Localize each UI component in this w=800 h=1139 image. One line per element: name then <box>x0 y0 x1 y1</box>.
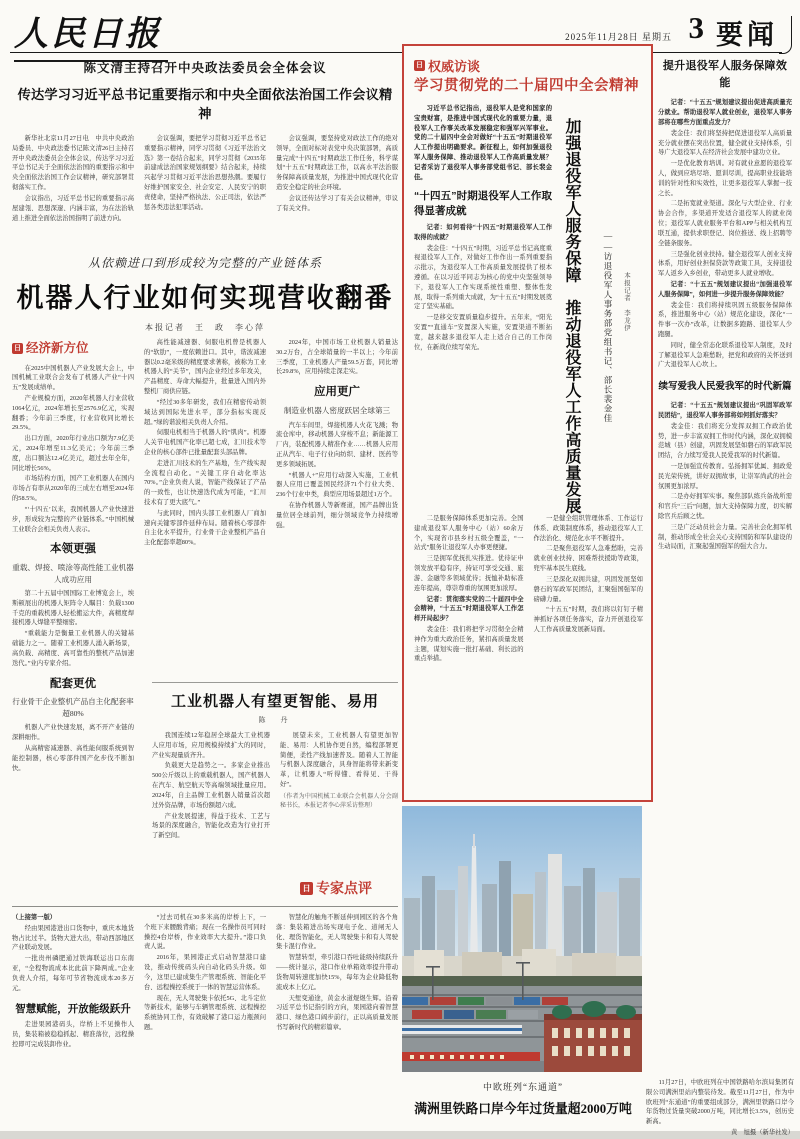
body-paragraph: 一是移交安置质量稳步提升。五年来，“阳光安置”“直通车”安置深入实施，安置渠道不断拓宽，越来越多退役军人走上适合自己的工作岗位，在新战位续写荣光。 <box>414 314 552 351</box>
body-paragraph: 二是拓宽就业渠道。深化与大型企业、行业协会合作，多渠道开发适合退役军人的就业岗位；退役军人就业服务平台和APP与相关机构互联互通，提供求职登记、岗位推送、线上招聘等全链条服务。 <box>658 200 792 247</box>
header-bracket <box>779 16 792 54</box>
pd-logo-icon: 日 <box>416 62 423 69</box>
commentary-headline: 工业机器人有望更智能、易用 <box>170 694 379 710</box>
body-paragraph: 我国连续12年稳居全球最大工业机器人应用市场，应用规模持续扩大的同时，产业实现量质齐升。 <box>152 732 270 759</box>
body-paragraph: 记者：“十五五”规划建议提出“巩固军政军民团结”，退役军人事务部将如何抓好落实？ <box>658 402 792 419</box>
body-paragraph: 经由果园港进出口货物中，重庆本地货物占比过半。货物大进大出，带动西部地区产业联动发展。 <box>12 924 134 952</box>
article-headline: 传达学习习近平总书记重要指示和中央全面依法治国工作会议精神 <box>17 87 393 121</box>
column-label-text: 经济新方位 <box>26 341 89 355</box>
interview-intro: 习近平总书记指出，退役军人是党和国家的宝贵财富，是推进中国式现代化的重要力量，退役军人工作事关改革发展稳定和强军兴军事业。党的二十届四中全会对做好“十五五”时期退役军人工作提出明确要求。新征程上，如何加强退役军人服务保障、推动退役军人工作高质量发展？记者采访了退役军人事务部党组书记、部长裴金佳。 <box>414 105 552 181</box>
body-paragraph: 裴金佳：我们将充分发挥双拥工作政治优势，进一步丰富双拥工作时代内涵，深化双拥模范城（县）创建，巩固发展坚如磐石的军政军民团结，合力续写爱我人民爱我军的时代新篇。 <box>658 422 792 460</box>
body-paragraph: 会议指出，习近平总书记的重要指示高屋建瓴、思想深邃、内涵丰富，为在法治轨道上推进全面依法治国指明了前进方向。 <box>12 194 134 222</box>
body-paragraph: 一是加强宣传教育。弘扬拥军优属、拥政爱民光荣传统，讲好双拥故事，让崇军尚武的社会氛围更加浓厚。 <box>658 462 792 490</box>
header-rule <box>10 52 782 53</box>
body-paragraph: “机器人+”应用行动深入实施，工业机器人应用已覆盖国民经济71个行业大类、236个行业中类，典型应用场景超过1万个。 <box>276 471 398 499</box>
caption-headline: 满洲里铁路口岸今年过货量超2000万吨 <box>414 1102 632 1116</box>
body-paragraph: 天堑变通途，黄金水道煜煜生辉。沿着习近平总书记指引的方向，果园港向着智慧港口、绿色港口阔步前行，正以高质量发展书写新时代的精彩篇章。 <box>276 994 398 1031</box>
body-paragraph: 会议强调，要坚持党对政法工作的绝对领导，全面对标对表党中央决策部署，高质量完成“十四五”时期政法工作任务，科学谋划“十五五”时期政法工作，以高水平法治服务保障高质量发展，为推进中国式现代化营造安全稳定的社会环境。 <box>276 135 398 192</box>
body-paragraph: 三是广泛动员社会力量。完善社会化拥军机制，推动形成全社会关心支持国防和军队建设的生动局面，汇聚起强国强军的强大合力。 <box>658 523 792 551</box>
body-paragraph: 在协作机器人等新赛道，国产品牌出货量位居全球前列，细分领域竞争力持续增强。 <box>276 502 398 529</box>
article-port-continued <box>12 906 398 1135</box>
body-paragraph: 裴金佳：我们将持续巩固五级服务保障体系，推进服务中心（站）规范化建设，深化“一件事一次办”改革，让数据多跑路、退役军人少跑腿。 <box>658 301 792 338</box>
body-paragraph: 裴金佳：我们将把学习贯彻全会精神作为重大政治任务，紧扣高质量发展主题，谋划实施一批打基础、利长远的重点举措。 <box>414 625 524 663</box>
body-paragraph: 产业发展提速，得益于技术、工艺与场景的深度融合，智能化改造为行业打开了新空间。 <box>152 812 270 840</box>
subsection-title: 智慧赋能，开放能级跃升 <box>15 1002 131 1015</box>
column-label-economy <box>12 339 134 359</box>
body-paragraph: “经过30多年研发，我们在精密传动领域达到国际先进水平，部分指标实现反超。”绿的谐波相关负责人介绍。 <box>144 398 266 426</box>
body-paragraph: 第二十五届中国国际工业博览会上，埃斯顿展出的机器人矩阵令人瞩目：负载1300千克的重载机器人轻松搬运大件，高精度焊接机器人焊缝平整细密。 <box>12 590 134 627</box>
interview-vertical-subtitle: ——访退役军人事务部党组书记、部长裴金佳 <box>603 230 613 423</box>
body-paragraph: 市场结构方面，国产工业机器人在国内市场占有率从2020年的三成左右增至2024年的58.5%。 <box>12 475 134 503</box>
subsection-subtitle: 重载、焊接、喷涂等高性能工业机器人成功应用 <box>12 563 134 584</box>
commentary-byline: 陈 丹 <box>258 716 292 724</box>
caption-text: 11月27日，中欧班列在中国铁路哈尔滨局集团有限公司满洲里站内整装待发。截至11月27日，作为中欧班列“东通道”的重要组成部分，满洲里铁路口岸今年货物过货量突破2000万吨，同比增长3.5%，创历史新高。 <box>646 1079 794 1126</box>
body-paragraph: “过去司机在30多米高的岸桥上下，一个班下来腰酸背痛；现在一名操作员可同时操控4台岸桥，作业效率大大提升。”港口负责人说。 <box>144 914 266 951</box>
subsection-title: 本领更强 <box>50 543 96 556</box>
body-paragraph: 一是健全组织管理体系、工作运行体系、政策制度体系，推动退役军人工作法治化、规范化水平不断提升。 <box>533 515 643 542</box>
body-paragraph: “‘十四五’以来，我国机器人产业快速进步，形成较为完整的产业链体系。”中国机械工业联合会相关负责人表示。 <box>12 505 134 533</box>
body-paragraph: 与此同时，国内头部工业机器人厂商加速向关键零部件延伸布局。随着核心零部件自主化水平提升，行业骨干企业整机产品自主化配套率超80%。 <box>144 509 266 547</box>
subsection-title: 配套更优 <box>50 677 96 690</box>
body-paragraph: 会议还传达学习了有关会议精神，审议了有关文件。 <box>276 194 398 212</box>
issue-date: 2025年11月28日 星期五 <box>565 32 672 42</box>
interview-theme: 学习贯彻党的二十届四中全会精神 <box>414 78 639 94</box>
body-paragraph: 一是优化教育培训。对有就业意愿的退役军人，做到应培尽培、愿训尽训，提高职业技能培训的针对性和实效性，让更多退役军人掌握一技之长。 <box>658 160 792 197</box>
subsection-subtitle: 行业骨干企业整机产品自主化配套率超80% <box>12 697 134 718</box>
article-kicker: 从依赖进口到形成较为完整的产业链体系 <box>87 256 322 270</box>
commentary-attribution: （作者为中国机械工业联合会机器人分会副秘书长，本报记者李心萍采访整理） <box>280 793 398 810</box>
body-paragraph: 三是强化创业扶持。健全退役军人创业支持体系，用好创业担保贷款等政策工具，支持退役军人返乡入乡创业，带动更多人就业增收。 <box>658 250 792 278</box>
body-paragraph: 高性能减速器、伺服电机曾是机器人的“软肋”，一度依赖进口。其中，谐波减速器以0.2毫米级的精度要求著称，被称为工业机器人的“关节”，国内企业经过多年攻关，产品精度、寿命大幅提升，批量进入国内外整机厂商供应链。 <box>144 339 266 396</box>
caption-kicker: 中欧班列“东通道” <box>483 1082 563 1092</box>
body-paragraph: 裴金佳：“十四五”时期，习近平总书记高度重视退役军人工作，对做好工作作出一系列重要指示批示，为退役军人工作高质量发展提供了根本遵循。在以习近平同志为核心的党中央坚强领导下，退役军人工作实现系统性重塑、整体性发展，取得一系列重大成就，为“十五五”时期发展奠定了坚实基础。 <box>414 244 552 311</box>
subsection-subtitle: 制造业机器人密度跃居全球第三 <box>283 406 391 416</box>
article-expert-commentary <box>152 682 398 882</box>
body-paragraph: 走进果园港码头，岸桥上不见操作人员，集装箱被稳稳抓起、精准落位，远程操控即可完成装卸作业。 <box>12 1020 134 1048</box>
body-paragraph: 智慧转型，牵引港口吞吐能级持续跃升——统计显示，港口作业单箱效率提升带动货物周转速度加快15%，每年为企业降低物流成本上亿元。 <box>276 954 398 991</box>
body-paragraph: 裴金佳：我们将坚持把促进退役军人高质量充分就业摆在突出位置，健全就业支持体系，引导广大退役军人在经济社会发展中建功立业。 <box>658 129 792 157</box>
body-paragraph: 二是服务保障体系更加完善。全国建成退役军人服务中心（站）60余万个，实现省市县乡村五级全覆盖，“一站式”服务让退役军人办事更便捷。 <box>414 515 524 552</box>
interview-feature-box <box>402 44 653 802</box>
paper-logo: 人民日报 <box>14 6 168 62</box>
subsection-title: 应用更广 <box>314 386 360 399</box>
authoritative-interview-label <box>414 56 480 75</box>
photo-cityscape <box>402 806 642 1072</box>
pd-logo-icon: 日 <box>300 882 313 895</box>
body-paragraph: 记者：“十五五”规划建议提出促进高质量充分就业。帮助退役军人就业创业，退役军人事务部将在哪些方面重点发力？ <box>658 99 792 126</box>
body-paragraph: 走进汇川技术的生产基地，生产线实现全流程自动化。“关键工序自动化率达70%。”企业负责人说，智能产线保证了产品的一致性，也让快速迭代成为可能，“汇川技术有了更大底气。” <box>144 459 266 506</box>
interview-vertical-byline: 本报记者 李龙伊 <box>623 272 630 332</box>
body-paragraph: 智慧化的触角不断延伸到园区的各个角落：集装箱进出场实现电子化、道闸无人化、理货智能化，无人驾驶集卡和有人驾驶集卡混行作业。 <box>276 914 398 951</box>
body-paragraph: 产业规模方面，2020年机器人行业营收1064亿元，2024年增长至2576.9亿元，实现翻番；今年前三季度，行业营收同比增长29.5%。 <box>12 394 134 432</box>
body-paragraph: 记者：如何看待“十四五”时期退役军人工作取得的成就？ <box>414 223 552 241</box>
interview-label-text: 权威访谈 <box>428 59 481 74</box>
subsection-title: “十四五”时期退役军人工作取得显著成就 <box>414 189 552 217</box>
body-paragraph: 会议强调，要把学习贯彻习近平总书记重要指示精神，同学习贯彻《习近平法治文选》第一卷结合起来，同学习贯彻《2035年前建成法治国家规划纲要》结合起来，持续兴起学习贯彻习近平法治思想热潮。要履行好维护国家安全、社会安定、人民安宁的职责使命，坚持严格执法、公正司法，依法严惩各类违法犯罪活动。 <box>144 135 266 211</box>
body-paragraph: 2024年，中国市场工业机器人销量达30.2万台，占全球销量的一半以上；今年前三季度，工业机器人产量59.5万套，同比增长29.8%，应用持续走深走实。 <box>276 339 398 376</box>
body-paragraph: 负载更大是趋势之一。多家企业推出500公斤级以上的重载机器人，国产机器人在汽车、航空航天等高端领域批量应用。2024年，自主品牌工业机器人销量首次超过外资品牌，市场份额超六成。 <box>152 762 270 809</box>
body-paragraph: 二是聚焦退役军人急难愁盼，完善就业创业扶持、困难帮扶援助等政策，兜牢基本民生底线。 <box>533 545 643 573</box>
subsection-title: 续写爱我人民爱我军的时代新篇 <box>658 381 792 393</box>
expert-comment-label <box>300 878 372 898</box>
body-paragraph: “十五五”时期，我们将以钉钉子精神抓好各项任务落实，奋力开创退役军人工作高质量发展新局面。 <box>533 606 643 633</box>
body-paragraph: 汽车车间里，焊接机器人火花飞溅；物流仓库中，移动机器人穿梭不息；新能源工厂内，装配机器人精准作业……机器人应用正从汽车、电子行业向纺织、建材、医药等更多领域拓展。 <box>276 421 398 468</box>
news-photo-manzhouli <box>402 806 642 1072</box>
body-paragraph: “重载能力是衡量工业机器人的关键基础能力之一。随着工业机器人涌入新场景，高负载、高精度、高可靠性的整机产品加速迭代。”业内专家介绍。 <box>12 630 134 667</box>
continued-marker: （上接第一版） <box>12 914 57 921</box>
article-politics <box>12 58 398 250</box>
section-title: 要闻 <box>716 20 778 50</box>
body-paragraph: 在2025中国机器人产业发展大会上，中国机械工业联合会发布了机器人产业“十四五”发展成绩单。 <box>12 364 134 392</box>
body-paragraph: 现在，无人驾驶集卡依托5G、北斗定位等新技术，能够与车辆管理系统、远程操控系统协同工作，有效破解了港口运力瓶颈问题。 <box>144 994 266 1031</box>
body-paragraph: 三是深化双拥共建，巩固发展坚如磐石的军政军民团结，汇聚强国强军的磅礴力量。 <box>533 575 643 603</box>
pd-logo-icon: 日 <box>14 345 21 353</box>
interview-vertical-headline: 加强退役军人服务保障 推动退役军人工作高质量发展 <box>563 118 580 514</box>
body-paragraph: 三是拥军优抚扎实推进。优待证申领发放平稳有序，持证可享受交通、旅游、金融等多领域优待；抚恤补助标准连年提高，尊崇尊重的氛围更加浓厚。 <box>414 555 524 592</box>
body-paragraph: 记者：贯彻落实党的二十届四中全会精神，“十五五”时期退役军人工作怎样开局起步？ <box>414 595 524 623</box>
body-paragraph: 2016年，果园港正式启动智慧港口建设，推动传统码头向自动化码头升级。如今，这里已建成集生产管理系统、智能化平台、远程操控系统于一体的智慧运营体系。 <box>144 954 266 991</box>
body-paragraph: 机器人产业快速发展，离不开产业链的深耕细作。 <box>12 724 134 742</box>
body-paragraph: 出口方面，2020年行业出口额为7.9亿美元，2024年增至11.3亿美元；今年前三季度，出口额达12.4亿美元，超过去年全年，同比增长56%。 <box>12 435 134 472</box>
body-paragraph: 二是办好拥军实事。聚焦部队练兵备战所需和官兵“三后”问题，加大支持保障力度，切实解除官兵后顾之忧。 <box>658 493 792 520</box>
article-kicker: 陈文清主持召开中央政法委员会全体会议 <box>83 61 327 75</box>
body-paragraph: 展望未来，工业机器人有望更加智能、易用：人机协作更自然，编程部署更简便，柔性产线加速普及。随着人工智能与机器人深度融合，具身智能将带来新变革，让机器人“听得懂、看得见、干得好”。 <box>280 732 398 789</box>
body-paragraph: 新华社北京11月27日电 中共中央政治局委员、中央政法委书记陈文清26日主持召开中央政法委员会全体会议，传达学习习近平总书记关于全面依法治国的重要指示和中央全面依法治国工作会议精神，研究部署贯彻落实工作。 <box>12 135 134 192</box>
body-paragraph: 一批贵州磷肥通过铁海联运出口东南亚，“全程物流成本比此前下降两成。”企业负责人介绍，每年可节省物流成本20多万元。 <box>12 955 134 992</box>
body-paragraph: 记者：“十五五”规划建议提出“加强退役军人服务保障”，如何进一步提升服务保障效能？ <box>658 280 792 298</box>
vertical-headline-block <box>554 112 646 514</box>
body-paragraph: 从高精密减速器、高性能伺服系统到智能控制器，核心零部件国产化步伐不断加快。 <box>12 744 134 772</box>
body-paragraph: 同时，健全常态化联系退役军人制度，及时了解退役军人急难愁盼，把党和政府的关怀送到广大退役军人心坎上。 <box>658 341 792 369</box>
body-paragraph: 伺服电机相当于机器人的“肌肉”。机器人关节电机国产化率已超七成，汇川技术等企业的核心部件已批量配套头部品牌。 <box>144 429 266 456</box>
photo-credit: 黄 旭摄（新华社发） <box>731 1129 794 1137</box>
photo-caption <box>402 1078 794 1137</box>
subsection-title: 提升退役军人服务保障效能 <box>662 60 788 90</box>
expert-comment-label-text: 专家点评 <box>316 882 372 897</box>
page-number: 3 <box>688 10 704 45</box>
article-headline: 机器人行业如何实现营收翻番 <box>16 283 394 313</box>
article-byline: 本报记者 王 政 李心萍 <box>145 323 265 332</box>
interview-right-column <box>658 56 792 1070</box>
